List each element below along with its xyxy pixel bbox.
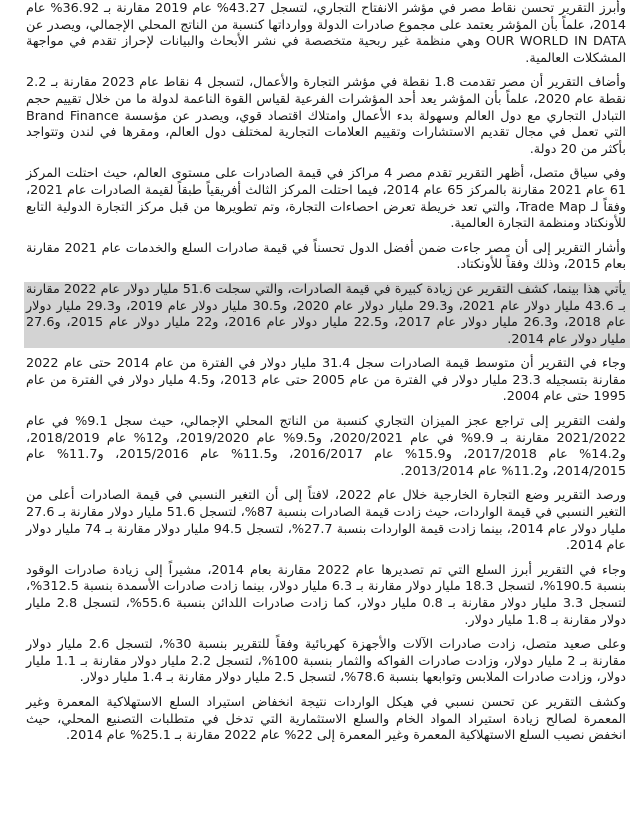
paragraph-average-exports: وجاء في التقرير أن متوسط قيمة الصادرات سجل 31.4 مليار دولار في الفترة من عام 2014 حتى عام 2022 مقارنة بتسجيله 23.3 مليار دولار في الفترة من عام 2005 حتى عام 2013، و4.5 مليار دولار في الفترة من عام 1995 حتى عام 2004. <box>26 356 626 405</box>
paragraph-trade-deficit: ولفت التقرير إلى تراجع عجز الميزان التجاري كنسبة من الناتج المحلي الإجمالي، حيث سجل 9.1% في عام 2021/2022 مقارنة بـ 9.9% في عام 2020/2021، و9.5% عام 2019/2020، و12% عام 2018/2019، و14.2% عام 2017/2018، و15.9% عام 2016/2017، و11.5% عام 2015/2016، و11.7% عام 2014/2015، و11.2% عام 2013/2014. <box>26 414 626 479</box>
paragraph-business-index: وأضاف التقرير أن مصر تقدمت 1.8 نقطة في مؤشر التجارة والأعمال، لتسجل 4 نقاط عام 2023 مقارنة بـ 2.2 نقطة عام 2020، علماً بأن المؤشر يعد أحد المؤشرات الفرعية لقياس القوة الناعمة لدولة ما من خلال تقييم حجم التبادل التجاري مع دول العالم وسهولة بدء الأعمال وامتلاك اقتصاد قوي، ويصدر عن مؤسسة Brand Finance التي تعمل في مجال تقديم الاستشارات وتقييم العلامات التجارية لمختلف دول العالم، ومقرها في لندن وتتواجد بأكثر من 20 دولة. <box>26 75 626 157</box>
paragraph-trade-openness: وأبرز التقرير تحسن نقاط مصر في مؤشر الانفتاح التجاري، لتسجل 43.27% عام 2019 مقارنة بـ 36.92% عام 2014، علماً بأن المؤشر يعتمد على مجموع صادرات الدولة ووارداتها كنسبة من الناتج المحلي الإجمالي، ويصدر عن OUR WORLD IN DATA وهي منظمة غير ربحية متخصصة في نشر الأبحاث والبيانات لإحراز تقدم في مواجهة المشكلات العالمية. <box>26 1 627 66</box>
paragraph-unctad-improvement: وأشار التقرير إلى أن مصر جاءت ضمن أفضل الدول تحسناً في قيمة صادرات السلع والخدمات عام 2021 مقارنة بعام 2015، وذلك وفقاً للأونكتاد. <box>26 240 626 273</box>
paragraph-export-ranking: وفي سياق متصل، أظهر التقرير تقدم مصر 4 مراكز في قيمة الصادرات على مستوى العالم، حيث احتلت المركز 61 عام 2021 مقارنة بالمركز 65 عام 2014، فيما احتلت المركز الثالث أفريقياً طبقاً لقيمة الصادرات عام 2021، وفقاً لـ Trade Map، والتي تعد خريطة تعرض احصاءات التجارة، وتم تطويرها من قبل مركز التجارة الدولية التابع للأونكتاد ومنظمة التجارة العالمية. <box>26 166 627 232</box>
paragraph-machinery-exports: وعلى صعيد متصل، زادت صادرات الآلات والأجهزة كهربائية وفقاً للتقرير بنسبة 30%، لتسجل 2.6 مليار دولار مقارنة بـ 2 مليار دولار، وزادت صادرات الفواكه والثمار بنسبة 100%، لتسجل 2.2 مليار دولار مقارنة بـ 1.1 مليار دولار، وزادت صادرات الملابس وتوابعها بنسبة 78.6%، لتسجل 2.5 مليار دولار مقارنة بـ 1.4 مليار دولار. <box>26 637 626 686</box>
paragraph-import-structure: وكشف التقرير عن تحسن نسبي في هيكل الواردات نتيجة انخفاض استيراد السلع الاستهلاكية المعمرة وغير المعمرة لصالح زيادة استيراد المواد الخام والسلع الاستثمارية التي تدخل في متطلبات التصنيع المحلي، حيث انخفض نصيب السلع الاستهلاكية المعمرة وغير المعمرة إلى 22% عام 2022 مقارنة بـ 25.1% عام 2014. <box>26 694 626 744</box>
paragraph-top-exports: وجاء في التقرير أبرز السلع التي تم تصديرها عام 2022 مقارنة بعام 2014، مشيراً إلى زيادة صادرات الوقود بنسبة 190.5%، لتسجل 18.3 مليار دولار مقارنة بـ 6.3 مليار دولار، بينما زادت صادرات الأسمدة بنسبة 312.5%، لتسجل 3.3 مليار دولار مقارنة بـ 0.8 مليار دولار، كما زادت صادرات اللدائن بنسبة 55.6%، لتسجل 2.8 مليار دولار مقارنة بـ 1.8 مليار دولار. <box>26 562 627 628</box>
paragraph-export-values-selected: يأتي هذا بينما، كشف التقرير عن زيادة كبيرة في قيمة الصادرات، والتي سجلت 51.6 مليار دولار عام 2022 مقارنة بـ 43.6 مليار دولار عام 2021، و29.3 مليار دولار عام 2020، و30.5 مليار دولار عام 2019، و29.3 مليار دولار عام 2018، و26.3 مليار دولار عام 2017، و22.5 مليار دولار عام 2016، و22 مليار دولار عام 2015، و27.6 مليار دولار عام 2014. <box>24 282 630 348</box>
paragraph-foreign-trade-2022: ورصد التقرير وضع التجارة الخارجية خلال عام 2022، لافتاً إلى أن التغير النسبي في قيمة الصادرات أعلى من التغير النسبي في قيمة الواردات، حيث زادت قيمة الصادرات بنسبة 87%، لتسجل 51.6 مليار دولار مقارنة بـ 27.6 مليار دولار عام 2014، بينما زادت قيمة الواردات بنسبة 27.7%، لتسجل 94.5 مليار دولار مقارنة بـ 74 مليار دولار عام 2014. <box>26 488 626 554</box>
